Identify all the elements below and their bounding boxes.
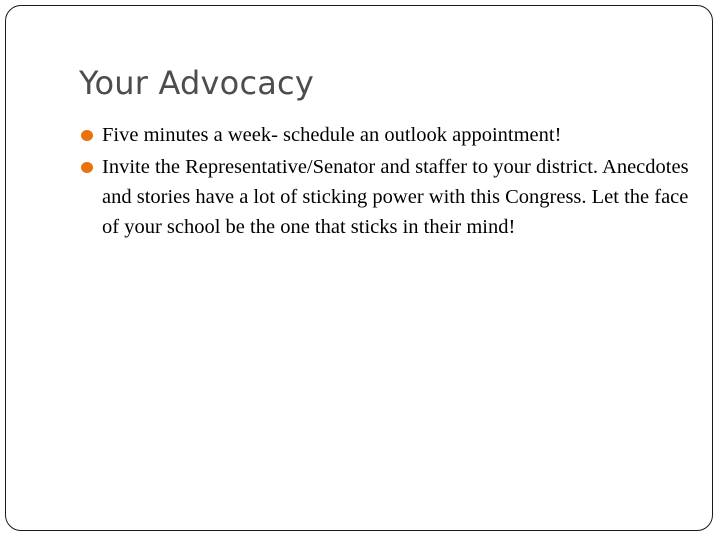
bullet-text: Five minutes a week- schedule an outlook appointment!: [102, 124, 562, 146]
bullet-item: [80, 152, 690, 242]
bullet-text: Invite the Representative/Senator and staffer to your district. Anecdotes and stories have a lot of sticking power with this Congress. Let the face of your school be the one that sticks in their mind!: [102, 156, 689, 238]
slide: [5, 5, 713, 531]
bullet-item: [80, 120, 690, 150]
slide-title: Your Advocacy: [79, 64, 314, 102]
bullet-list: [80, 120, 690, 244]
bullet-dot-icon: [81, 162, 93, 173]
bullet-dot-icon: [81, 130, 93, 141]
